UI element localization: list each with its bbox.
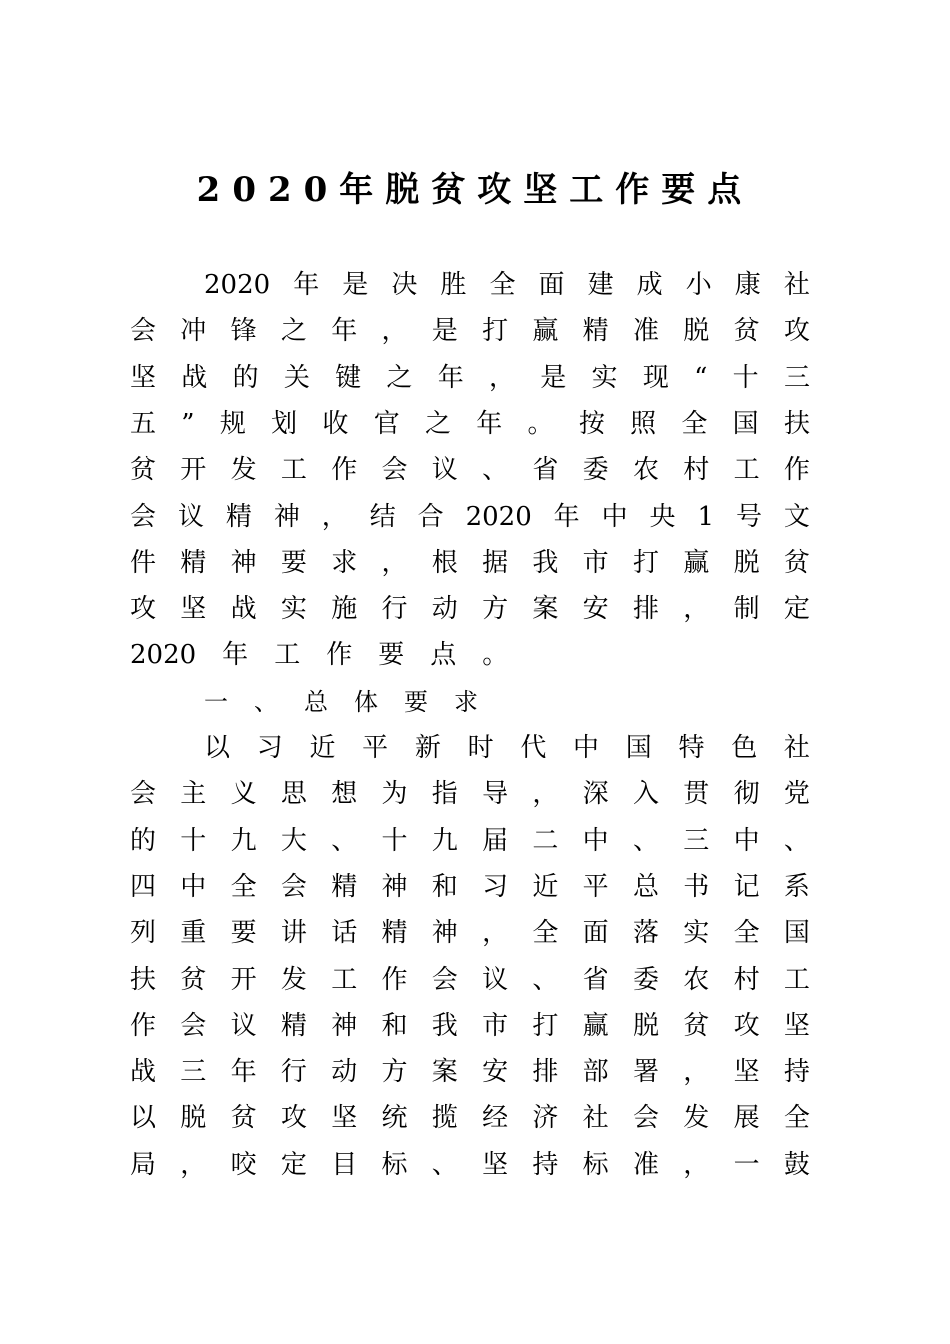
- text-line: 以 习 近 平 新 时 代 中 国 特 色 社: [204, 733, 810, 763]
- text-line: 局 ， 咬 定 目 标 、 坚 持 标 准 ， 一 鼓: [130, 1149, 810, 1180]
- text-line: 会 议 精 神 ， 结 合 2020 年 中 央 1 号 文: [130, 501, 810, 532]
- text-line: 会 主 义 思 想 为 指 导 ， 深 入 贯 彻 党: [130, 779, 810, 810]
- text-line: 以 脱 贫 攻 坚 统 揽 经 济 社 会 发 展 全: [130, 1103, 810, 1134]
- text-line: 五 ” 规 划 收 官 之 年 。 按 照 全 国 扶: [130, 408, 810, 439]
- text-line: 的 十 九 大 、 十 九 届 二 中 、 三 中 、: [130, 825, 810, 856]
- text-line: 2020 年 是 决 胜 全 面 建 成 小 康 社: [204, 270, 810, 300]
- text-line: 攻 坚 战 实 施 行 动 方 案 安 排 ， 制 定: [130, 594, 810, 625]
- text-line: 扶 贫 开 发 工 作 会 议 、 省 委 农 村 工: [130, 964, 810, 995]
- text-line: 2020 年 工 作 要 点 。: [130, 640, 509, 671]
- text-line: 会 冲 锋 之 年 ， 是 打 赢 精 准 脱 贫 攻: [130, 316, 810, 347]
- text-line: 列 重 要 讲 话 精 神 ， 全 面 落 实 全 国: [130, 918, 810, 949]
- text-line: 件 精 神 要 求 ， 根 据 我 市 打 赢 脱 贫: [130, 547, 810, 578]
- text-line: 四 中 全 会 精 神 和 习 近 平 总 书 记 系: [130, 871, 810, 902]
- text-line: 贫 开 发 工 作 会 议 、 省 委 农 村 工 作: [130, 455, 810, 486]
- text-line: 作 会 议 精 神 和 我 市 打 赢 脱 贫 攻 坚: [130, 1010, 810, 1041]
- text-line: 战 三 年 行 动 方 案 安 排 部 署 ， 坚 持: [130, 1057, 810, 1088]
- text-line: 坚 战 的 关 键 之 年 ， 是 实 现 “ 十 三: [130, 362, 810, 393]
- document-title: 2020年脱贫攻坚工作要点: [196, 170, 754, 210]
- section-heading-overall-requirements: 一 、 总 体 要 求: [204, 688, 478, 716]
